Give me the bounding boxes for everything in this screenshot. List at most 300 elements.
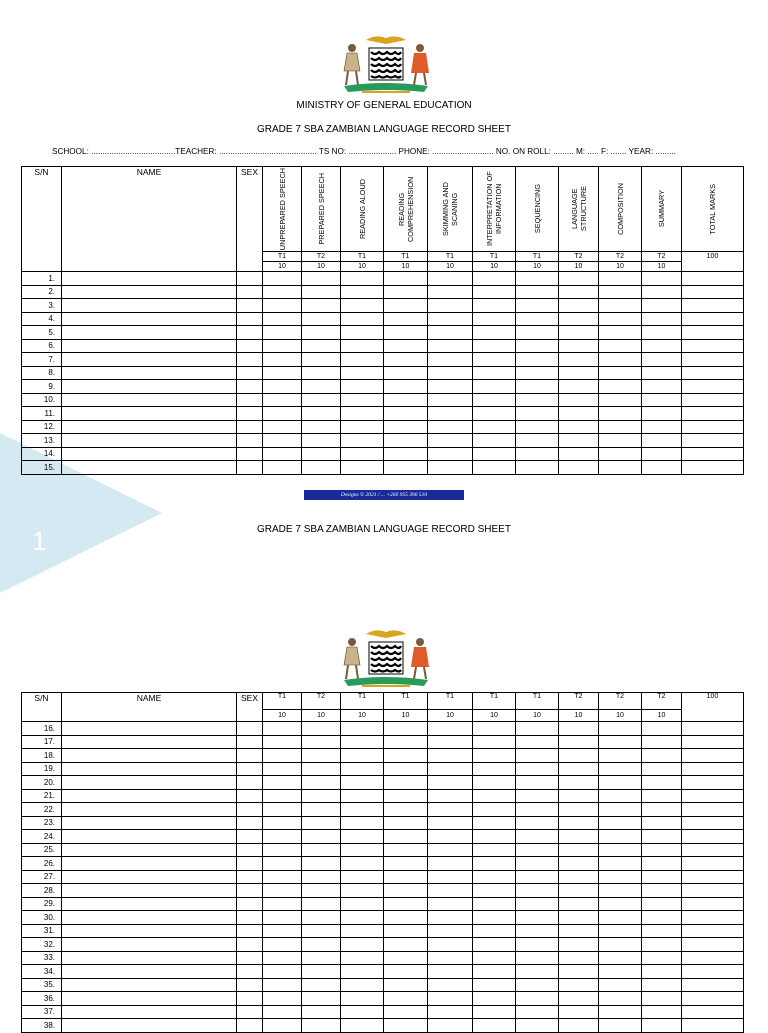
entry-cell[interactable]: [428, 299, 473, 313]
entry-cell[interactable]: [341, 285, 384, 299]
entry-cell[interactable]: [302, 816, 341, 830]
entry-cell[interactable]: [428, 978, 473, 992]
entry-cell[interactable]: [302, 447, 341, 461]
entry-cell[interactable]: [237, 857, 263, 871]
entry-cell[interactable]: [559, 803, 599, 817]
entry-cell[interactable]: [237, 434, 263, 448]
entry-cell[interactable]: [473, 789, 516, 803]
entry-cell[interactable]: [642, 1005, 682, 1019]
entry-cell[interactable]: [599, 420, 642, 434]
entry-cell[interactable]: [428, 830, 473, 844]
entry-cell[interactable]: [302, 857, 341, 871]
entry-cell[interactable]: [599, 776, 642, 790]
entry-cell[interactable]: [642, 353, 682, 367]
entry-cell[interactable]: [62, 884, 237, 898]
entry-cell[interactable]: [642, 339, 682, 353]
entry-cell[interactable]: [341, 299, 384, 313]
entry-cell[interactable]: [62, 407, 237, 421]
entry-cell[interactable]: [473, 393, 516, 407]
entry-cell[interactable]: [682, 776, 744, 790]
entry-cell[interactable]: [341, 965, 384, 979]
entry-cell[interactable]: [559, 992, 599, 1006]
entry-cell[interactable]: [428, 407, 473, 421]
entry-cell[interactable]: [237, 911, 263, 925]
entry-cell[interactable]: [62, 285, 237, 299]
entry-cell[interactable]: [642, 803, 682, 817]
entry-cell[interactable]: [473, 407, 516, 421]
entry-cell[interactable]: [384, 447, 428, 461]
entry-cell[interactable]: [559, 326, 599, 340]
entry-cell[interactable]: [237, 776, 263, 790]
entry-cell[interactable]: [516, 924, 559, 938]
entry-cell[interactable]: [384, 938, 428, 952]
entry-cell[interactable]: [516, 461, 559, 475]
entry-cell[interactable]: [473, 735, 516, 749]
entry-cell[interactable]: [341, 393, 384, 407]
entry-cell[interactable]: [642, 407, 682, 421]
entry-cell[interactable]: [62, 722, 237, 736]
entry-cell[interactable]: [263, 911, 302, 925]
entry-cell[interactable]: [384, 285, 428, 299]
entry-cell[interactable]: [263, 285, 302, 299]
entry-cell[interactable]: [682, 830, 744, 844]
entry-cell[interactable]: [384, 722, 428, 736]
entry-cell[interactable]: [599, 870, 642, 884]
entry-cell[interactable]: [599, 789, 642, 803]
entry-cell[interactable]: [599, 272, 642, 286]
entry-cell[interactable]: [682, 1005, 744, 1019]
entry-cell[interactable]: [263, 978, 302, 992]
entry-cell[interactable]: [384, 911, 428, 925]
entry-cell[interactable]: [341, 434, 384, 448]
entry-cell[interactable]: [428, 762, 473, 776]
entry-cell[interactable]: [599, 366, 642, 380]
entry-cell[interactable]: [384, 434, 428, 448]
entry-cell[interactable]: [682, 735, 744, 749]
entry-cell[interactable]: [341, 366, 384, 380]
entry-cell[interactable]: [341, 951, 384, 965]
entry-cell[interactable]: [516, 749, 559, 763]
entry-cell[interactable]: [428, 312, 473, 326]
entry-cell[interactable]: [428, 447, 473, 461]
entry-cell[interactable]: [62, 911, 237, 925]
entry-cell[interactable]: [62, 843, 237, 857]
entry-cell[interactable]: [263, 407, 302, 421]
entry-cell[interactable]: [642, 884, 682, 898]
entry-cell[interactable]: [62, 353, 237, 367]
entry-cell[interactable]: [473, 722, 516, 736]
entry-cell[interactable]: [62, 816, 237, 830]
entry-cell[interactable]: [516, 776, 559, 790]
entry-cell[interactable]: [516, 816, 559, 830]
entry-cell[interactable]: [237, 420, 263, 434]
entry-cell[interactable]: [384, 762, 428, 776]
entry-cell[interactable]: [237, 938, 263, 952]
entry-cell[interactable]: [682, 843, 744, 857]
entry-cell[interactable]: [341, 312, 384, 326]
entry-cell[interactable]: [263, 938, 302, 952]
entry-cell[interactable]: [473, 353, 516, 367]
entry-cell[interactable]: [516, 407, 559, 421]
entry-cell[interactable]: [302, 299, 341, 313]
entry-cell[interactable]: [237, 897, 263, 911]
entry-cell[interactable]: [516, 339, 559, 353]
entry-cell[interactable]: [642, 735, 682, 749]
entry-cell[interactable]: [473, 461, 516, 475]
entry-cell[interactable]: [559, 735, 599, 749]
entry-cell[interactable]: [341, 735, 384, 749]
entry-cell[interactable]: [642, 789, 682, 803]
entry-cell[interactable]: [62, 326, 237, 340]
entry-cell[interactable]: [559, 978, 599, 992]
entry-cell[interactable]: [428, 924, 473, 938]
entry-cell[interactable]: [682, 897, 744, 911]
entry-cell[interactable]: [516, 735, 559, 749]
entry-cell[interactable]: [473, 897, 516, 911]
entry-cell[interactable]: [302, 938, 341, 952]
entry-cell[interactable]: [341, 992, 384, 1006]
entry-cell[interactable]: [428, 816, 473, 830]
entry-cell[interactable]: [559, 353, 599, 367]
entry-cell[interactable]: [341, 420, 384, 434]
entry-cell[interactable]: [263, 762, 302, 776]
entry-cell[interactable]: [682, 762, 744, 776]
entry-cell[interactable]: [516, 366, 559, 380]
entry-cell[interactable]: [559, 299, 599, 313]
entry-cell[interactable]: [516, 857, 559, 871]
entry-cell[interactable]: [263, 353, 302, 367]
entry-cell[interactable]: [473, 978, 516, 992]
entry-cell[interactable]: [62, 857, 237, 871]
entry-cell[interactable]: [302, 722, 341, 736]
entry-cell[interactable]: [384, 830, 428, 844]
entry-cell[interactable]: [428, 420, 473, 434]
entry-cell[interactable]: [384, 272, 428, 286]
entry-cell[interactable]: [237, 992, 263, 1006]
entry-cell[interactable]: [302, 897, 341, 911]
entry-cell[interactable]: [599, 843, 642, 857]
entry-cell[interactable]: [642, 285, 682, 299]
entry-cell[interactable]: [341, 803, 384, 817]
entry-cell[interactable]: [263, 447, 302, 461]
entry-cell[interactable]: [599, 911, 642, 925]
entry-cell[interactable]: [384, 420, 428, 434]
entry-cell[interactable]: [428, 380, 473, 394]
entry-cell[interactable]: [682, 870, 744, 884]
entry-cell[interactable]: [428, 285, 473, 299]
entry-cell[interactable]: [642, 843, 682, 857]
entry-cell[interactable]: [237, 353, 263, 367]
entry-cell[interactable]: [302, 434, 341, 448]
entry-cell[interactable]: [559, 830, 599, 844]
entry-cell[interactable]: [341, 843, 384, 857]
entry-cell[interactable]: [62, 339, 237, 353]
entry-cell[interactable]: [642, 816, 682, 830]
entry-cell[interactable]: [341, 339, 384, 353]
entry-cell[interactable]: [559, 789, 599, 803]
entry-cell[interactable]: [559, 776, 599, 790]
entry-cell[interactable]: [263, 722, 302, 736]
entry-cell[interactable]: [473, 762, 516, 776]
entry-cell[interactable]: [682, 420, 744, 434]
entry-cell[interactable]: [473, 434, 516, 448]
entry-cell[interactable]: [559, 951, 599, 965]
entry-cell[interactable]: [473, 339, 516, 353]
entry-cell[interactable]: [62, 965, 237, 979]
entry-cell[interactable]: [341, 884, 384, 898]
entry-cell[interactable]: [473, 380, 516, 394]
entry-cell[interactable]: [473, 447, 516, 461]
entry-cell[interactable]: [428, 735, 473, 749]
entry-cell[interactable]: [559, 380, 599, 394]
entry-cell[interactable]: [341, 1005, 384, 1019]
entry-cell[interactable]: [384, 1019, 428, 1033]
entry-cell[interactable]: [516, 951, 559, 965]
entry-cell[interactable]: [263, 857, 302, 871]
entry-cell[interactable]: [599, 992, 642, 1006]
entry-cell[interactable]: [237, 1019, 263, 1033]
entry-cell[interactable]: [237, 722, 263, 736]
entry-cell[interactable]: [237, 843, 263, 857]
entry-cell[interactable]: [341, 776, 384, 790]
entry-cell[interactable]: [237, 965, 263, 979]
entry-cell[interactable]: [599, 339, 642, 353]
entry-cell[interactable]: [263, 803, 302, 817]
entry-cell[interactable]: [302, 366, 341, 380]
entry-cell[interactable]: [263, 749, 302, 763]
entry-cell[interactable]: [237, 924, 263, 938]
entry-cell[interactable]: [302, 830, 341, 844]
entry-cell[interactable]: [302, 420, 341, 434]
entry-cell[interactable]: [428, 965, 473, 979]
entry-cell[interactable]: [428, 884, 473, 898]
entry-cell[interactable]: [384, 776, 428, 790]
entry-cell[interactable]: [516, 965, 559, 979]
entry-cell[interactable]: [473, 857, 516, 871]
entry-cell[interactable]: [62, 951, 237, 965]
entry-cell[interactable]: [384, 924, 428, 938]
entry-cell[interactable]: [428, 776, 473, 790]
entry-cell[interactable]: [341, 924, 384, 938]
entry-cell[interactable]: [237, 393, 263, 407]
entry-cell[interactable]: [428, 897, 473, 911]
entry-cell[interactable]: [473, 830, 516, 844]
entry-cell[interactable]: [428, 911, 473, 925]
entry-cell[interactable]: [384, 951, 428, 965]
entry-cell[interactable]: [263, 924, 302, 938]
entry-cell[interactable]: [62, 420, 237, 434]
entry-cell[interactable]: [516, 722, 559, 736]
entry-cell[interactable]: [599, 924, 642, 938]
entry-cell[interactable]: [559, 870, 599, 884]
entry-cell[interactable]: [516, 326, 559, 340]
entry-cell[interactable]: [642, 749, 682, 763]
entry-cell[interactable]: [302, 407, 341, 421]
entry-cell[interactable]: [302, 884, 341, 898]
entry-cell[interactable]: [302, 326, 341, 340]
entry-cell[interactable]: [384, 353, 428, 367]
entry-cell[interactable]: [263, 884, 302, 898]
entry-cell[interactable]: [237, 407, 263, 421]
entry-cell[interactable]: [384, 978, 428, 992]
entry-cell[interactable]: [237, 749, 263, 763]
entry-cell[interactable]: [642, 857, 682, 871]
entry-cell[interactable]: [263, 299, 302, 313]
entry-cell[interactable]: [682, 978, 744, 992]
entry-cell[interactable]: [599, 1019, 642, 1033]
entry-cell[interactable]: [559, 897, 599, 911]
entry-cell[interactable]: [428, 393, 473, 407]
entry-cell[interactable]: [384, 965, 428, 979]
entry-cell[interactable]: [682, 857, 744, 871]
entry-cell[interactable]: [237, 762, 263, 776]
entry-cell[interactable]: [384, 735, 428, 749]
entry-cell[interactable]: [428, 366, 473, 380]
entry-cell[interactable]: [341, 911, 384, 925]
entry-cell[interactable]: [341, 272, 384, 286]
entry-cell[interactable]: [682, 789, 744, 803]
entry-cell[interactable]: [642, 380, 682, 394]
entry-cell[interactable]: [682, 924, 744, 938]
entry-cell[interactable]: [642, 951, 682, 965]
entry-cell[interactable]: [642, 938, 682, 952]
entry-cell[interactable]: [62, 938, 237, 952]
entry-cell[interactable]: [263, 312, 302, 326]
entry-cell[interactable]: [599, 285, 642, 299]
entry-cell[interactable]: [62, 978, 237, 992]
entry-cell[interactable]: [473, 326, 516, 340]
entry-cell[interactable]: [341, 830, 384, 844]
entry-cell[interactable]: [302, 924, 341, 938]
entry-cell[interactable]: [473, 749, 516, 763]
entry-cell[interactable]: [302, 951, 341, 965]
entry-cell[interactable]: [516, 1019, 559, 1033]
entry-cell[interactable]: [682, 272, 744, 286]
entry-cell[interactable]: [516, 285, 559, 299]
entry-cell[interactable]: [559, 461, 599, 475]
entry-cell[interactable]: [302, 762, 341, 776]
entry-cell[interactable]: [516, 830, 559, 844]
entry-cell[interactable]: [341, 857, 384, 871]
entry-cell[interactable]: [237, 326, 263, 340]
entry-cell[interactable]: [263, 951, 302, 965]
entry-cell[interactable]: [263, 1019, 302, 1033]
entry-cell[interactable]: [428, 749, 473, 763]
entry-cell[interactable]: [599, 407, 642, 421]
entry-cell[interactable]: [516, 884, 559, 898]
entry-cell[interactable]: [302, 339, 341, 353]
entry-cell[interactable]: [62, 803, 237, 817]
entry-cell[interactable]: [473, 299, 516, 313]
entry-cell[interactable]: [516, 299, 559, 313]
entry-cell[interactable]: [237, 380, 263, 394]
entry-cell[interactable]: [559, 393, 599, 407]
entry-cell[interactable]: [263, 272, 302, 286]
entry-cell[interactable]: [384, 897, 428, 911]
entry-cell[interactable]: [341, 380, 384, 394]
entry-cell[interactable]: [599, 951, 642, 965]
entry-cell[interactable]: [62, 776, 237, 790]
entry-cell[interactable]: [302, 1019, 341, 1033]
entry-cell[interactable]: [599, 447, 642, 461]
entry-cell[interactable]: [302, 1005, 341, 1019]
entry-cell[interactable]: [62, 897, 237, 911]
entry-cell[interactable]: [473, 1005, 516, 1019]
entry-cell[interactable]: [473, 776, 516, 790]
entry-cell[interactable]: [473, 312, 516, 326]
entry-cell[interactable]: [428, 722, 473, 736]
entry-cell[interactable]: [263, 992, 302, 1006]
entry-cell[interactable]: [599, 326, 642, 340]
entry-cell[interactable]: [559, 312, 599, 326]
entry-cell[interactable]: [599, 762, 642, 776]
entry-cell[interactable]: [559, 366, 599, 380]
entry-cell[interactable]: [682, 911, 744, 925]
entry-cell[interactable]: [473, 1019, 516, 1033]
entry-cell[interactable]: [302, 911, 341, 925]
entry-cell[interactable]: [559, 420, 599, 434]
entry-cell[interactable]: [642, 447, 682, 461]
entry-cell[interactable]: [62, 299, 237, 313]
entry-cell[interactable]: [62, 870, 237, 884]
entry-cell[interactable]: [473, 938, 516, 952]
entry-cell[interactable]: [428, 951, 473, 965]
entry-cell[interactable]: [642, 434, 682, 448]
entry-cell[interactable]: [384, 857, 428, 871]
entry-cell[interactable]: [384, 461, 428, 475]
entry-cell[interactable]: [302, 749, 341, 763]
entry-cell[interactable]: [62, 312, 237, 326]
entry-cell[interactable]: [682, 992, 744, 1006]
entry-cell[interactable]: [473, 884, 516, 898]
entry-cell[interactable]: [62, 366, 237, 380]
entry-cell[interactable]: [62, 789, 237, 803]
entry-cell[interactable]: [559, 285, 599, 299]
entry-cell[interactable]: [341, 447, 384, 461]
entry-cell[interactable]: [428, 461, 473, 475]
entry-cell[interactable]: [302, 978, 341, 992]
entry-cell[interactable]: [473, 366, 516, 380]
entry-cell[interactable]: [62, 992, 237, 1006]
entry-cell[interactable]: [302, 461, 341, 475]
entry-cell[interactable]: [559, 749, 599, 763]
entry-cell[interactable]: [599, 749, 642, 763]
entry-cell[interactable]: [682, 326, 744, 340]
entry-cell[interactable]: [341, 326, 384, 340]
entry-cell[interactable]: [516, 420, 559, 434]
entry-cell[interactable]: [599, 897, 642, 911]
entry-cell[interactable]: [642, 272, 682, 286]
entry-cell[interactable]: [559, 938, 599, 952]
entry-cell[interactable]: [237, 816, 263, 830]
entry-cell[interactable]: [62, 447, 237, 461]
entry-cell[interactable]: [682, 366, 744, 380]
entry-cell[interactable]: [263, 339, 302, 353]
entry-cell[interactable]: [559, 272, 599, 286]
entry-cell[interactable]: [62, 434, 237, 448]
entry-cell[interactable]: [516, 380, 559, 394]
entry-cell[interactable]: [599, 353, 642, 367]
entry-cell[interactable]: [599, 830, 642, 844]
entry-cell[interactable]: [384, 992, 428, 1006]
entry-cell[interactable]: [341, 816, 384, 830]
entry-cell[interactable]: [428, 857, 473, 871]
entry-cell[interactable]: [559, 924, 599, 938]
entry-cell[interactable]: [341, 897, 384, 911]
entry-cell[interactable]: [559, 884, 599, 898]
entry-cell[interactable]: [302, 843, 341, 857]
entry-cell[interactable]: [682, 299, 744, 313]
